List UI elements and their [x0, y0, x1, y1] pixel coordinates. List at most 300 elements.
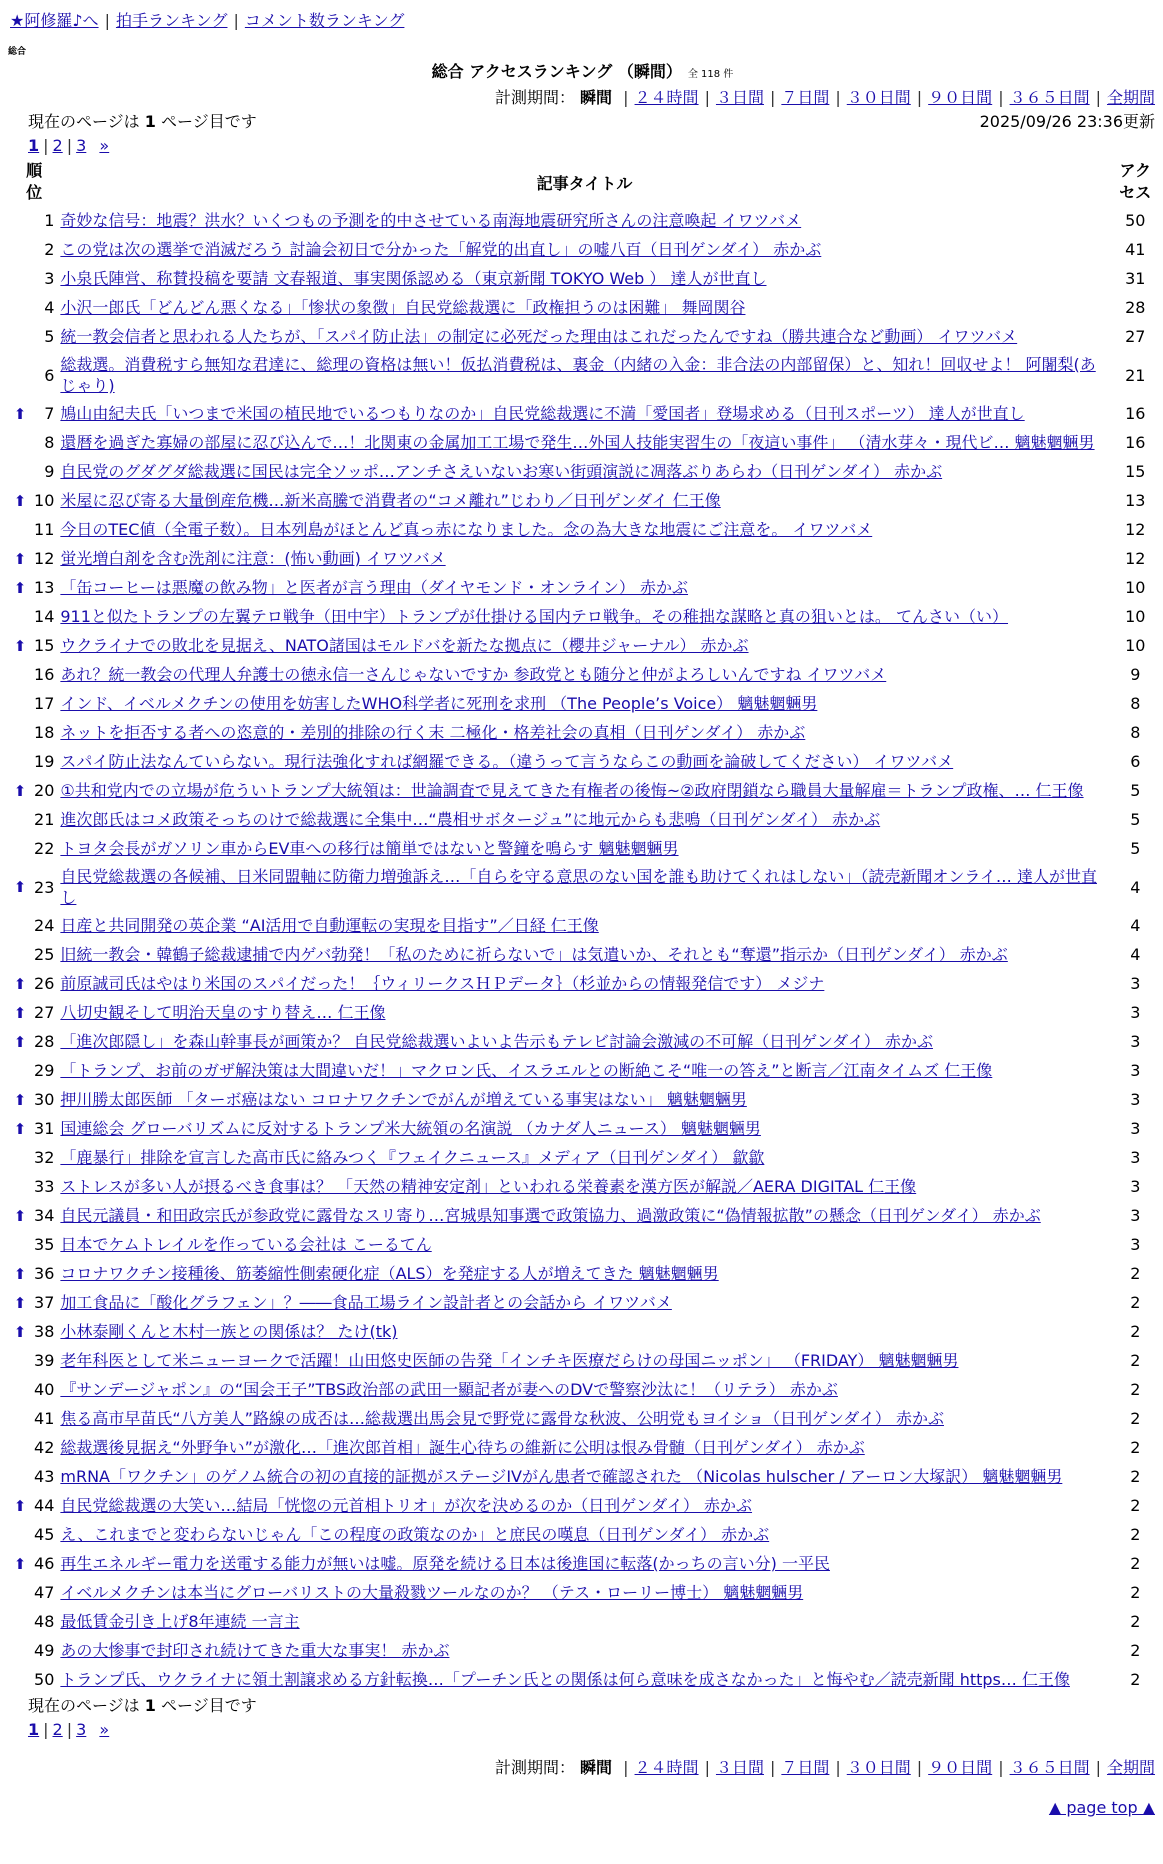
pager-current[interactable]: 1 [28, 136, 40, 155]
article-title-link[interactable]: 奇妙な信号：地震？洪水？いくつもの予測を的中させている南海地震研究所さんの注意喚起 イワツバメ [60, 211, 802, 230]
article-title-link[interactable]: 自民党総裁選の各候補、日米同盟軸に防衛力増強訴え…「自らを守る意思のない国を誰も助けてくれはしない」（読売新聞オンライ… 達人が世直し [60, 867, 1097, 907]
ranking-row [10, 428, 1160, 457]
rank-change-cell [10, 1143, 30, 1172]
ranking-row [10, 573, 1160, 602]
ranking-row [10, 1346, 1160, 1375]
article-title-link[interactable]: mRNA「ワクチン」のゲノム統合の初の直接的証拠がステージIVがん患者で確認された （Nicolas hulscher / アーロン大塚訳） 魑魅魍魎男 [60, 1467, 1063, 1486]
article-title-link[interactable]: え、これまでと変わらないじゃん「この程度の政策なのか」と庶民の嘆息（日刊ゲンダイ） 赤かぶ [60, 1525, 770, 1544]
rank-change-cell [10, 969, 30, 998]
period-label: 計測期間： [494, 88, 575, 107]
article-title-link[interactable]: ネットを拒否する者への恣意的・差別的排除の行く末 二極化・格差社会の真相（日刊ゲンダイ） 赤かぶ [60, 723, 806, 742]
period-selector-top [10, 86, 1155, 110]
period-link[interactable]: ２４時間 [634, 88, 699, 107]
page-top-row [10, 1798, 1155, 1817]
article-title-link[interactable]: 「トランプ、お前のガザ解決策は大間違いだ！」マクロン氏、イスラエルとの断絶こそ“唯一の答え”と断言／江南タイムズ 仁王像 [60, 1061, 993, 1080]
article-title-link[interactable]: ①共和党内での立場が危ういトランプ大統領は：世論調査で見えてきた有権者の後悔~②政府閉鎖なら職員大量解雇＝トランプ政権、… 仁王像 [60, 781, 1084, 800]
period-link[interactable]: ３０日間 [846, 88, 911, 107]
period-link[interactable]: ７日間 [781, 88, 830, 107]
rank-change-cell [10, 428, 30, 457]
access-count: 3 [1130, 1235, 1141, 1254]
rank-number: 36 [34, 1264, 55, 1283]
ranking-row [10, 1520, 1160, 1549]
ranking-row [10, 1114, 1160, 1143]
arrow-up-icon: ⬆ [13, 974, 27, 993]
clap-ranking-link[interactable]: 拍手ランキング [115, 11, 228, 30]
period-label: 計測期間： [494, 1758, 575, 1777]
article-title-link[interactable]: 旧統一教会・韓鶴子総裁逮捕で内ゲバ勃発！「私のために祈らないで」は気遣いか、それとも“奪還”指示か（日刊ゲンダイ） 赤かぶ [60, 945, 1008, 964]
article-title-link[interactable]: インド、イベルメクチンの使用を妨害したWHO科学者に死刑を求刑 （The People’s Voice） 魑魅魍魎男 [60, 694, 818, 713]
pager-bottom: 1 | 2 | 3 » [28, 1720, 110, 1739]
access-count: 2 [1130, 1583, 1141, 1602]
rank-number: 13 [34, 578, 55, 597]
article-title-link[interactable]: 米屋に忍び寄る大量倒産危機…新米高騰で消費者の“コメ離れ”じわり／日刊ゲンダイ 仁王像 [60, 491, 721, 510]
ranking-row [10, 911, 1160, 940]
rank-number: 38 [34, 1322, 55, 1341]
pager-current[interactable]: 1 [28, 1720, 40, 1739]
article-title-link[interactable]: 蛍光増白剤を含む洗剤に注意：(怖い動画) イワツバメ [60, 549, 446, 568]
rank-change-cell [10, 351, 30, 399]
rank-change-cell [10, 457, 30, 486]
arrow-up-icon: ⬆ [13, 1554, 27, 1573]
period-link[interactable]: 全期間 [1106, 88, 1155, 107]
rank-number: 44 [34, 1496, 55, 1515]
rank-number: 21 [34, 810, 55, 829]
access-count: 10 [1125, 607, 1146, 626]
article-title-link[interactable]: イベルメクチンは本当にグローバリストの大量殺戮ツールなのか？ （テス・ローリー博士） 魑魅魍魎男 [60, 1583, 804, 1602]
rank-number: 4 [44, 298, 55, 317]
ranking-row [10, 1056, 1160, 1085]
access-count: 2 [1130, 1670, 1141, 1689]
rank-number: 32 [34, 1148, 55, 1167]
access-count: 6 [1130, 752, 1141, 771]
rank-change-cell [10, 805, 30, 834]
rank-number: 26 [34, 974, 55, 993]
col-access-header: アクセス [1119, 161, 1152, 202]
rank-change-cell [10, 747, 30, 776]
rank-change-cell [10, 631, 30, 660]
article-title-link[interactable]: 911と似たトランプの左翼テロ戦争（田中宇）トランプが仕掛ける国内テロ戦争。その稚拙な謀略と真の狙いとは。 てんさい（い） [60, 607, 1009, 626]
period-link[interactable]: ３６５日間 [1009, 1758, 1090, 1777]
rank-change-cell [10, 544, 30, 573]
article-title-cell [58, 805, 1110, 834]
ranking-row [10, 1636, 1160, 1665]
ranking-row [10, 235, 1160, 264]
rank-change-cell [10, 1520, 30, 1549]
rank-number: 39 [34, 1351, 55, 1370]
rank-change-cell [10, 235, 30, 264]
access-count: 13 [1125, 491, 1146, 510]
article-title-link[interactable]: あれ？統一教会の代理人弁護士の徳永信一さんじゃないですか 参政党とも随分と仲がよろしいんですね イワツバメ [60, 665, 887, 684]
article-title-cell [58, 573, 1110, 602]
ranking-row [10, 1259, 1160, 1288]
article-title-cell [58, 1230, 1110, 1259]
article-title-cell [58, 602, 1110, 631]
article-title-cell [58, 1636, 1110, 1665]
rank-number: 28 [34, 1032, 55, 1051]
rank-number: 3 [44, 269, 55, 288]
article-title-link[interactable]: 再生エネルギー電力を送電する能力が無いは嘘。原発を続ける日本は後進国に転落(かっちの言い分) 一平民 [60, 1554, 830, 1573]
rank-change-cell [10, 1085, 30, 1114]
article-title-cell [58, 1462, 1110, 1491]
article-title-cell [58, 834, 1110, 863]
ranking-row [10, 1288, 1160, 1317]
separator: | [998, 1758, 1004, 1777]
rank-number: 19 [34, 752, 55, 771]
ranking-row [10, 1172, 1160, 1201]
article-title-cell [58, 1491, 1110, 1520]
ranking-row [10, 1433, 1160, 1462]
article-title-cell [58, 863, 1110, 911]
access-count: 50 [1125, 211, 1146, 230]
access-count: 2 [1130, 1409, 1141, 1428]
article-title-link[interactable]: ウクライナでの敗北を見据え、NATO諸国はモルドバを新たな拠点に（櫻井ジャーナル） 赤かぶ [60, 636, 749, 655]
access-count: 27 [1125, 327, 1146, 346]
arrow-up-icon: ⬆ [13, 878, 27, 896]
separator: | [769, 88, 776, 107]
access-count: 4 [1130, 877, 1141, 897]
rank-number: 9 [44, 462, 55, 481]
rank-change-cell [10, 660, 30, 689]
access-count: 16 [1125, 404, 1146, 423]
rank-number: 8 [44, 433, 55, 452]
rank-change-cell [10, 1201, 30, 1230]
ranking-row [10, 1317, 1160, 1346]
rank-change-cell [10, 486, 30, 515]
period-link[interactable]: ３日間 [715, 1758, 764, 1777]
article-title-link[interactable]: ストレスが多い人が摂るべき食事は？ 「天然の精神安定剤」といわれる栄養素を漢方医が解説／AERA DIGITAL 仁王像 [60, 1177, 917, 1196]
rank-number: 46 [34, 1554, 55, 1573]
article-title-cell [58, 1375, 1110, 1404]
access-count: 12 [1125, 520, 1146, 539]
article-title-link[interactable]: 押川勝太郎医師 「ターボ癌はない コロナワクチンでがんが増えている事実はない」 魑魅魍魎男 [60, 1090, 747, 1109]
access-count: 2 [1130, 1641, 1141, 1660]
ranking-row [10, 351, 1160, 399]
pager-page-3[interactable]: 3 [76, 136, 87, 155]
rank-number: 25 [34, 945, 55, 964]
rank-number: 10 [34, 491, 55, 510]
rank-change-cell [10, 1172, 30, 1201]
rank-change-cell [10, 1288, 30, 1317]
access-count: 5 [1130, 839, 1141, 858]
article-title-cell [58, 1201, 1110, 1230]
ranking-row [10, 457, 1160, 486]
rank-change-cell [10, 1346, 30, 1375]
article-title-link[interactable]: コロナワクチン接種後、筋萎縮性側索硬化症（ALS）を発症する人が増えてきた 魑魅魍魎男 [60, 1264, 719, 1283]
ranking-row [10, 1027, 1160, 1056]
article-title-link[interactable]: 『サンデージャポン』の“国会王子”TBS政治部の武田一顯記者が妻へのDVで警察沙汰に！（リテラ） 赤かぶ [60, 1380, 838, 1399]
rank-number: 30 [34, 1090, 55, 1109]
article-title-cell [58, 1114, 1110, 1143]
rank-number: 50 [34, 1670, 55, 1689]
article-title-cell [58, 428, 1110, 457]
separator: | [835, 88, 841, 107]
period-link[interactable]: ３０日間 [846, 1758, 911, 1777]
article-title-cell [58, 1549, 1110, 1578]
rank-change-cell [10, 1375, 30, 1404]
article-title-cell [58, 399, 1110, 428]
arrow-up-icon: ⬆ [13, 1090, 27, 1109]
article-title-cell [58, 969, 1110, 998]
period-selector-bottom [10, 1756, 1155, 1780]
article-title-link[interactable]: 前原誠司氏はやはり米国のスパイだった！｛ウィリークスＨＰデータ｝（杉並からの情報発信です） メジナ [60, 974, 825, 993]
article-title-link[interactable]: トランプ氏、ウクライナに領土割譲求める方針転換…「プーチン氏との関係は何ら意味を成さなかった」と悔やむ／読売新聞 https… 仁王像 [60, 1670, 1070, 1689]
article-title-cell [58, 206, 1110, 235]
rank-number: 40 [34, 1380, 55, 1399]
pager-page-3[interactable]: 3 [76, 1720, 87, 1739]
rank-number: 23 [34, 877, 55, 897]
ranking-heading [10, 61, 1155, 86]
access-count: 3 [1130, 1206, 1141, 1225]
rank-change-cell [10, 998, 30, 1027]
access-count: 4 [1130, 945, 1141, 964]
access-count: 2 [1130, 1496, 1141, 1515]
article-title-link[interactable]: 小泉氏陣営、称賛投稿を要請 文春報道、事実関係認める（東京新聞 TOKYO Web ） 達人が世直し [60, 269, 767, 288]
access-count: 9 [1130, 665, 1141, 684]
separator: | [1095, 1758, 1101, 1777]
article-title-link[interactable]: 八切史観そして明治天皇のすり替え… 仁王像 [60, 1003, 386, 1022]
ranking-row [10, 1230, 1160, 1259]
article-title-cell [58, 1027, 1110, 1056]
arrow-up-icon: ⬆ [13, 1322, 27, 1341]
access-count: 10 [1125, 636, 1146, 655]
ranking-row [10, 863, 1160, 911]
ranking-row [10, 399, 1160, 428]
access-count: 31 [1125, 269, 1146, 288]
access-count: 15 [1125, 462, 1146, 481]
pager-page-2[interactable]: 2 [52, 1720, 63, 1739]
arrow-up-icon: ⬆ [13, 578, 27, 597]
access-count: 2 [1130, 1467, 1141, 1486]
access-count: 3 [1130, 1003, 1141, 1022]
article-title-link[interactable]: 「進次郎隠し」を森山幹事長が画策か？ 自民党総裁選いよいよ告示もテレビ討論会激減の不可解（日刊ゲンダイ） 赤かぶ [60, 1032, 933, 1051]
comment-ranking-link[interactable]: コメント数ランキング [244, 11, 405, 30]
rank-number: 17 [34, 694, 55, 713]
arrow-up-icon: ⬆ [13, 636, 27, 655]
article-title-link[interactable]: トヨタ会長がガソリン車からEV車への移行は簡単ではないと警鐘を鳴らす 魑魅魍魎男 [60, 839, 679, 858]
rank-number: 43 [34, 1467, 55, 1486]
article-title-link[interactable]: 加工食品に「酸化グラフェン」？――食品工場ライン設計者との会話から イワツバメ [60, 1293, 672, 1312]
rank-number: 18 [34, 723, 55, 742]
period-current: 瞬間 [580, 1758, 613, 1777]
ranking-title: 総合 アクセスランキング （瞬間） [431, 62, 682, 81]
col-title-header: 記事タイトル [536, 173, 633, 193]
rank-number: 48 [34, 1612, 55, 1631]
access-count: 3 [1130, 1148, 1141, 1167]
access-count: 3 [1130, 1177, 1141, 1196]
article-title-link[interactable]: 還暦を過ぎた寡婦の部屋に忍び込んで…！北関東の金属加工工場で発生…外国人技能実習生の「夜這い事件」 （清水芽々・現代ビ… 魑魅魍魎男 [60, 433, 1095, 452]
rank-change-cell [10, 1317, 30, 1346]
period-link[interactable]: ９０日間 [928, 88, 993, 107]
rank-change-cell [10, 1607, 30, 1636]
article-title-cell [58, 293, 1110, 322]
ranking-row [10, 1578, 1160, 1607]
rank-change-cell [10, 515, 30, 544]
rank-number: 22 [34, 839, 55, 858]
rank-number: 47 [34, 1583, 55, 1602]
ranking-row [10, 1201, 1160, 1230]
pager-next[interactable]: » [99, 136, 110, 155]
access-count: 2 [1130, 1380, 1141, 1399]
article-title-link[interactable]: 統一教会信者と思われる人たちが、「スパイ防止法」の制定に必死だった理由はこれだったんですね（勝共連合など動画） イワツバメ [60, 327, 1018, 346]
article-title-link[interactable]: 国連総会 グローバリズムに反対するトランプ米大統領の名演説 （カナダ人ニュース） 魑魅魍魎男 [60, 1119, 761, 1138]
page-info: 現在のページは 1 ページ目です [28, 112, 257, 131]
rank-number: 45 [34, 1525, 55, 1544]
article-title-cell [58, 264, 1110, 293]
article-title-link[interactable]: 「鹿暴行」排除を宣言した高市氏に絡みつく『フェイクニュース』メディア（日刊ゲンダイ） 歙歙 [60, 1148, 765, 1167]
rank-change-cell [10, 1259, 30, 1288]
article-title-cell [58, 747, 1110, 776]
access-count: 12 [1125, 549, 1146, 568]
ranking-row [10, 1375, 1160, 1404]
article-title-link[interactable]: 自民党のグダグダ総裁選に国民は完全ソッポ…アンチさえいないお寒い街頭演説に凋落ぶりあらわ（日刊ゲンダイ） 赤かぶ [60, 462, 943, 481]
article-title-link[interactable]: 最低賃金引き上げ8年連続 一言主 [60, 1612, 300, 1631]
access-count: 8 [1130, 723, 1141, 742]
article-title-cell [58, 911, 1110, 940]
article-title-cell [58, 351, 1110, 399]
period-link[interactable]: 全期間 [1106, 1758, 1155, 1777]
article-title-cell [58, 940, 1110, 969]
article-title-cell [58, 1346, 1110, 1375]
period-link[interactable]: ３６５日間 [1009, 88, 1090, 107]
access-count: 2 [1130, 1351, 1141, 1370]
home-link[interactable]: ★阿修羅♪へ [10, 11, 99, 30]
rank-change-cell [10, 689, 30, 718]
article-title-link[interactable]: 「缶コーヒーは悪魔の飲み物」と医者が言う理由（ダイヤモンド・オンライン） 赤かぶ [60, 578, 689, 597]
access-count: 3 [1130, 1032, 1141, 1051]
article-title-link[interactable]: 自民元議員・和田政宗氏が参政党に露骨なスリ寄り…宮城県知事選で政策協力、過激政策に“偽情報拡散”の懸念（日刊ゲンダイ） 赤かぶ [60, 1206, 1041, 1225]
article-title-cell [58, 1143, 1110, 1172]
access-count: 28 [1125, 298, 1146, 317]
access-count: 5 [1130, 781, 1141, 800]
rank-change-cell [10, 1114, 30, 1143]
period-link[interactable]: ７日間 [781, 1758, 830, 1777]
article-title-link[interactable]: 進次郎氏はコメ政策そっちのけで総裁選に全集中…“農相サボタージュ”に地元からも悲鳴（日刊ゲンダイ） 赤かぶ [60, 810, 881, 829]
ranking-row [10, 747, 1160, 776]
ranking-row [10, 264, 1160, 293]
article-title-cell [58, 689, 1110, 718]
article-title-cell [58, 1172, 1110, 1201]
col-rank-header: 順位 [26, 161, 43, 202]
access-count: 2 [1130, 1525, 1141, 1544]
article-title-cell [58, 1317, 1110, 1346]
rank-number: 7 [44, 404, 55, 423]
article-title-link[interactable]: 鳩山由紀夫氏「いつまで米国の植民地でいるつもりなのか」自民党総裁選に不満「愛国者」登場求める（日刊スポーツ） 達人が世直し [60, 404, 1025, 423]
rank-number: 16 [34, 665, 55, 684]
rank-number: 1 [44, 211, 55, 230]
ranking-row [10, 486, 1160, 515]
ranking-row [10, 940, 1160, 969]
ranking-row [10, 1462, 1160, 1491]
rank-number: 37 [34, 1293, 55, 1312]
article-title-cell [58, 486, 1110, 515]
article-title-cell [58, 1607, 1110, 1636]
access-count: 5 [1130, 810, 1141, 829]
rank-change-cell [10, 1665, 30, 1694]
rank-number: 35 [34, 1235, 55, 1254]
access-count: 2 [1130, 1438, 1141, 1457]
article-title-link[interactable]: 小林泰剛くんと木村一族との関係は？ たけ(tk) [60, 1322, 398, 1341]
ranking-row [10, 206, 1160, 235]
arrow-up-icon: ⬆ [13, 1119, 27, 1138]
article-title-link[interactable]: 老年科医として米ニューヨークで活躍！山田悠史医師の告発「インチキ医療だらけの母国ニッポン」 （FRIDAY） 魑魅魍魎男 [60, 1351, 959, 1370]
pager-next[interactable]: » [99, 1720, 110, 1739]
ranking-row [10, 1085, 1160, 1114]
separator: | [623, 88, 629, 107]
article-title-link[interactable]: 日産と共同開発の英企業 “AI活用で自動運転の実現を目指す”／日経 仁王像 [60, 916, 599, 935]
arrow-up-icon: ⬆ [13, 781, 27, 800]
separator: | [623, 1758, 629, 1777]
article-title-link[interactable]: 総裁選後見据え“外野争い”が激化…「進次郎首相」誕生心待ちの維新に公明は恨み骨髄（日刊ゲンダイ） 赤かぶ [60, 1438, 865, 1457]
rank-change-cell [10, 1230, 30, 1259]
ranking-row [10, 718, 1160, 747]
arrow-up-icon: ⬆ [13, 1293, 27, 1312]
ranking-row [10, 969, 1160, 998]
access-count: 21 [1125, 365, 1146, 385]
article-title-link[interactable]: 日本でケムトレイルを作っている会社は こーるてん [60, 1235, 432, 1254]
rank-number: 31 [34, 1119, 55, 1138]
article-title-link[interactable]: 自民党総裁選の大笑い…結局「恍惚の元首相トリオ」が次を決めるのか（日刊ゲンダイ） 赤かぶ [60, 1496, 753, 1515]
article-title-cell [58, 1520, 1110, 1549]
article-title-link[interactable]: 小沢一郎氏「どんどん悪くなる」「惨状の象徴」自民党総裁選に「政権担うのは困難」 舞岡関谷 [60, 298, 746, 317]
rank-number: 41 [34, 1409, 55, 1428]
access-count: 3 [1130, 1090, 1141, 1109]
article-title-link[interactable]: あの大惨事で封印され続けてきた重大な事実！ 赤かぶ [60, 1641, 450, 1660]
rank-change-cell [10, 911, 30, 940]
access-count: 2 [1130, 1264, 1141, 1283]
pager-page-2[interactable]: 2 [52, 136, 63, 155]
article-title-link[interactable]: 総裁選。消費税すら無知な君達に、総理の資格は無い！仮払消費税は、裏金（内緒の入金：非合法の内部留保）と、知れ！回収せよ！ 阿闍梨(あじゃり) [60, 355, 1096, 395]
access-count: 3 [1130, 974, 1141, 993]
article-title-cell [58, 718, 1110, 747]
article-title-link[interactable]: 焦る高市早苗氏“八方美人”路線の成否は…総裁選出馬会見で野党に露骨な秋波、公明党もヨイショ（日刊ゲンダイ） 赤かぶ [60, 1409, 944, 1428]
article-title-cell [58, 1259, 1110, 1288]
rank-change-cell [10, 863, 30, 911]
ranking-row [10, 631, 1160, 660]
rank-change-cell [10, 1491, 30, 1520]
article-title-link[interactable]: 今日のTEC値（全電子数）。日本列島がほとんど真っ赤になりました。念の為大きな地震にご注意を。 イワツバメ [60, 520, 873, 539]
article-title-link[interactable]: この党は次の選挙で消滅だろう 討論会初日で分かった「解党的出直し」の嘘八百（日刊ゲンダイ） 赤かぶ [60, 240, 822, 259]
period-link[interactable]: ２４時間 [634, 1758, 699, 1777]
access-count: 2 [1130, 1554, 1141, 1573]
separator: | [1095, 88, 1101, 107]
period-link[interactable]: ９０日間 [928, 1758, 993, 1777]
page-info-bottom: 現在のページは 1 ページ目です [28, 1696, 257, 1715]
rank-change-cell [10, 206, 30, 235]
rank-number: 6 [44, 365, 55, 385]
rank-change-cell [10, 1549, 30, 1578]
rank-change-cell [10, 1578, 30, 1607]
ranking-row [10, 834, 1160, 863]
rank-change-cell [10, 718, 30, 747]
access-count: 4 [1130, 916, 1141, 935]
article-title-cell [58, 1288, 1110, 1317]
rank-change-cell [10, 399, 30, 428]
rank-change-cell [10, 1404, 30, 1433]
ranking-row [10, 1143, 1160, 1172]
period-current: 瞬間 [580, 88, 613, 107]
article-title-cell [58, 631, 1110, 660]
period-link[interactable]: ３日間 [715, 88, 764, 107]
access-count: 3 [1130, 1061, 1141, 1080]
rank-change-cell [10, 573, 30, 602]
separator: | [704, 1758, 710, 1777]
rank-number: 11 [34, 520, 55, 539]
article-title-link[interactable]: スパイ防止法なんていらない。現行法強化すれば網羅できる。（違うって言うならこの動画を論破してください） イワツバメ [60, 752, 954, 771]
ranking-row [10, 1549, 1160, 1578]
page-top-link[interactable]: ▲ page top ▲ [1048, 1798, 1155, 1817]
ranking-row [10, 689, 1160, 718]
pager-top: 1 | 2 | 3 » [28, 136, 110, 155]
